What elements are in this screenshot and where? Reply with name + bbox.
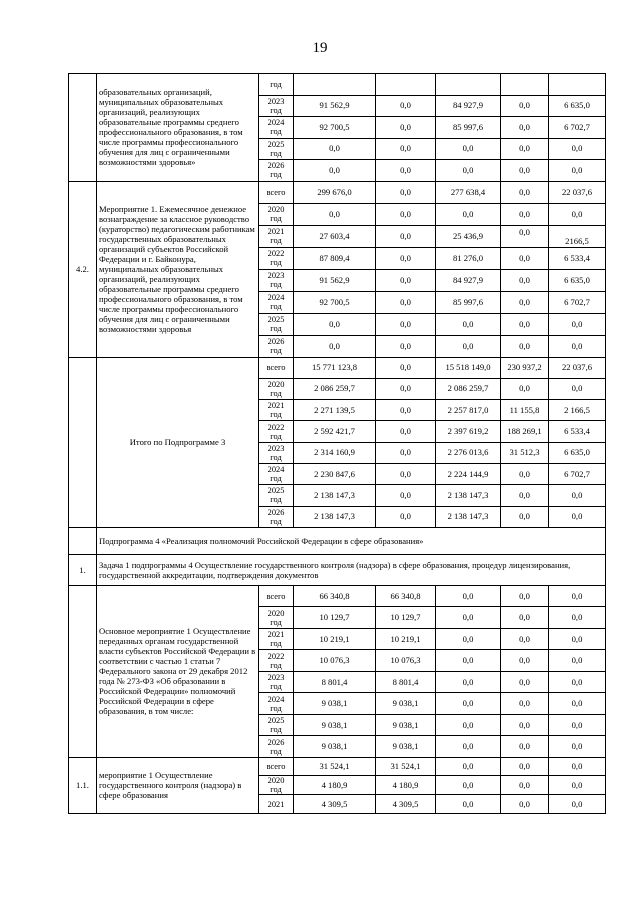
value-cell: 2 138 147,3: [294, 506, 376, 527]
year-cell: 2020 год: [259, 203, 294, 225]
value-cell: 9 038,1: [376, 693, 436, 715]
row-number: [69, 357, 97, 527]
value-cell: 0,0: [294, 160, 376, 182]
table-row: [69, 585, 606, 607]
year-cell: 2021 год: [259, 225, 294, 247]
value-cell: 0,0: [376, 335, 436, 357]
year-cell: 2023 год: [259, 95, 294, 117]
value-cell: 25 436,9: [436, 225, 501, 247]
row-number: [69, 74, 97, 182]
value-cell: 10 219,1: [294, 628, 376, 650]
year-cell: 2022 год: [259, 421, 294, 442]
value-cell: 0,0: [376, 160, 436, 182]
value-cell: 0,0: [501, 95, 549, 117]
value-cell: 0,0: [501, 313, 549, 335]
value-cell: 0,0: [436, 585, 501, 607]
year-cell: 2023 год: [259, 671, 294, 693]
table-row: [69, 181, 606, 203]
value-cell: 2 086 259,7: [436, 378, 501, 399]
value-cell: 0,0: [501, 693, 549, 715]
budget-table: [68, 73, 606, 814]
value-cell: 0,0: [501, 225, 549, 247]
value-cell: 2 397 619,2: [436, 421, 501, 442]
value-cell: 0,0: [549, 671, 606, 693]
year-cell: 2020 год: [259, 607, 294, 629]
value-cell: 0,0: [501, 736, 549, 758]
value-cell: 0,0: [436, 628, 501, 650]
value-cell: 9 038,1: [294, 736, 376, 758]
value-cell: 10 129,7: [294, 607, 376, 629]
year-cell: 2023 год: [259, 442, 294, 463]
value-cell: 0,0: [376, 313, 436, 335]
value-cell: 0,0: [294, 138, 376, 160]
value-cell: 0,0: [501, 757, 549, 776]
value-cell: 2 271 139,5: [294, 400, 376, 421]
value-cell: 6 533,4: [549, 247, 606, 269]
value-cell: 6 702,7: [549, 117, 606, 139]
row-number: 1.1.: [69, 757, 97, 813]
value-cell: [549, 74, 606, 96]
value-cell: 91 562,9: [294, 269, 376, 291]
value-cell: 0,0: [501, 117, 549, 139]
value-cell: 0,0: [376, 463, 436, 484]
value-cell: 0,0: [501, 335, 549, 357]
value-cell: 4 309,5: [376, 795, 436, 814]
value-cell: [294, 74, 376, 96]
value-cell: 0,0: [376, 225, 436, 247]
value-cell: 0,0: [549, 795, 606, 814]
value-cell: 0,0: [549, 650, 606, 672]
value-cell: 6 635,0: [549, 95, 606, 117]
year-cell: 2023 год: [259, 269, 294, 291]
row-number: 1.: [69, 554, 97, 585]
task-title: Задача 1 подпрограммы 4 Осуществление государственного контроля (надзора) в сфере образования, процедур лицензирования, государственной аккредитации, подтверждения документов: [97, 554, 606, 585]
value-cell: 0,0: [376, 291, 436, 313]
value-cell: 0,0: [436, 203, 501, 225]
value-cell: 0,0: [376, 269, 436, 291]
value-cell: 0,0: [501, 138, 549, 160]
year-cell: 2022 год: [259, 247, 294, 269]
value-cell: 0,0: [376, 485, 436, 506]
value-cell: 0,0: [501, 714, 549, 736]
value-cell: 0,0: [501, 485, 549, 506]
value-cell: 0,0: [549, 378, 606, 399]
value-cell: 0,0: [549, 160, 606, 182]
value-cell: 9 038,1: [294, 714, 376, 736]
value-cell: 85 997,6: [436, 291, 501, 313]
value-cell: [501, 74, 549, 96]
year-cell: 2024 год: [259, 693, 294, 715]
value-cell: 91 562,9: [294, 95, 376, 117]
year-cell: 2026 год: [259, 160, 294, 182]
value-cell: 0,0: [436, 138, 501, 160]
value-cell: 0,0: [501, 203, 549, 225]
year-cell: 2021 год: [259, 400, 294, 421]
value-cell: 2 138 147,3: [294, 485, 376, 506]
value-cell: 0,0: [501, 160, 549, 182]
year-cell: 2024 год: [259, 117, 294, 139]
value-cell: 0,0: [436, 313, 501, 335]
year-cell: 2026 год: [259, 506, 294, 527]
value-cell: 277 638,4: [436, 181, 501, 203]
value-cell: 92 700,5: [294, 291, 376, 313]
value-cell: 6 635,0: [549, 442, 606, 463]
value-cell: 0,0: [501, 795, 549, 814]
value-cell: 0,0: [549, 203, 606, 225]
value-cell: [436, 74, 501, 96]
table-body: [69, 74, 606, 814]
value-cell: 9 038,1: [376, 714, 436, 736]
year-cell: год: [259, 74, 294, 96]
value-cell: 0,0: [436, 757, 501, 776]
value-cell: 0,0: [376, 442, 436, 463]
table-row: [69, 74, 606, 96]
value-cell: 0,0: [436, 795, 501, 814]
value-cell: 0,0: [549, 138, 606, 160]
value-cell: 0,0: [436, 650, 501, 672]
value-cell: 4 180,9: [294, 776, 376, 795]
activity-name: Мероприятие 1. Ежемесячное денежное вознаграждение за классное руководство (кураторство) педагогическим работникам государственных образовательных организаций субъектов Российской Федерации и г. Байконура, муниципальных образовательных организаций, реализующих образовательные программы среднего профессионального образования, в том числе программы профессионального обучения для лиц с ограниченными возможностями здоровья: [97, 181, 259, 357]
value-cell: 0,0: [549, 714, 606, 736]
value-cell: 0,0: [501, 671, 549, 693]
value-cell: 299 676,0: [294, 181, 376, 203]
value-cell: 230 937,2: [501, 357, 549, 378]
value-cell: 0,0: [376, 247, 436, 269]
value-cell: 0,0: [501, 291, 549, 313]
subprogram-title-row: [69, 527, 606, 554]
value-cell: 0,0: [376, 506, 436, 527]
value-cell: 31 524,1: [294, 757, 376, 776]
value-cell: 92 700,5: [294, 117, 376, 139]
value-cell: 31 512,3: [501, 442, 549, 463]
value-cell: 0,0: [501, 628, 549, 650]
value-cell: 22 037,6: [549, 181, 606, 203]
value-cell: 2 166,5: [549, 400, 606, 421]
value-cell: 0,0: [376, 357, 436, 378]
value-cell: 31 524,1: [376, 757, 436, 776]
value-cell: 0,0: [549, 585, 606, 607]
value-cell: 0,0: [501, 378, 549, 399]
value-cell: 10 076,3: [294, 650, 376, 672]
year-cell: 2021: [259, 795, 294, 814]
value-cell: [376, 74, 436, 96]
value-cell: 10 129,7: [376, 607, 436, 629]
year-cell: 2022 год: [259, 650, 294, 672]
activity-name: образовательных организаций, муниципальных образовательных организаций, реализующих образовательные программы среднего профессионального образования, в том числе программы профессионального обучения для лиц с ограниченными возможностями здоровья»: [97, 74, 259, 182]
value-cell: 0,0: [376, 181, 436, 203]
value-cell: 0,0: [549, 506, 606, 527]
value-cell: 8 801,4: [376, 671, 436, 693]
value-cell: 66 340,8: [294, 585, 376, 607]
value-cell: 6 702,7: [549, 463, 606, 484]
value-cell: 0,0: [294, 203, 376, 225]
year-cell: всего: [259, 181, 294, 203]
value-cell: 0,0: [376, 400, 436, 421]
value-cell: 22 037,6: [549, 357, 606, 378]
value-cell: 0,0: [501, 607, 549, 629]
value-cell: 0,0: [549, 757, 606, 776]
value-cell: 0,0: [376, 203, 436, 225]
value-cell: 0,0: [376, 117, 436, 139]
year-cell: 2024 год: [259, 291, 294, 313]
task-row: [69, 554, 606, 585]
value-cell: 2 224 144,9: [436, 463, 501, 484]
value-cell: 4 180,9: [376, 776, 436, 795]
value-cell: 0,0: [549, 607, 606, 629]
value-cell: 0,0: [376, 138, 436, 160]
value-cell: 0,0: [549, 313, 606, 335]
page-number: 19: [312, 40, 328, 56]
table-row: [69, 357, 606, 378]
value-cell: 2 592 421,7: [294, 421, 376, 442]
value-cell: 6 702,7: [549, 291, 606, 313]
row-number: [69, 585, 97, 757]
value-cell: 0,0: [376, 95, 436, 117]
value-cell: 188 269,1: [501, 421, 549, 442]
year-cell: 2026 год: [259, 736, 294, 758]
table-row: [69, 757, 606, 776]
value-cell: 4 309,5: [294, 795, 376, 814]
value-cell: 0,0: [549, 776, 606, 795]
value-cell: 0,0: [501, 585, 549, 607]
value-cell: 0,0: [436, 160, 501, 182]
value-cell: 8 801,4: [294, 671, 376, 693]
value-cell: 0,0: [294, 335, 376, 357]
year-cell: 2025 год: [259, 714, 294, 736]
value-cell: 0,0: [376, 378, 436, 399]
year-cell: 2020 год: [259, 378, 294, 399]
value-cell: 0,0: [436, 693, 501, 715]
subprogram-title: Подпрограмма 4 «Реализация полномочий Российской Федерации в сфере образования»: [97, 527, 606, 554]
value-cell: 2 314 160,9: [294, 442, 376, 463]
value-cell: 0,0: [501, 776, 549, 795]
value-cell: 85 997,6: [436, 117, 501, 139]
year-cell: всего: [259, 757, 294, 776]
value-cell: 0,0: [549, 485, 606, 506]
value-cell: 10 076,3: [376, 650, 436, 672]
value-cell: 0,0: [436, 736, 501, 758]
value-cell: 6 635,0: [549, 269, 606, 291]
value-cell: 0,0: [436, 335, 501, 357]
value-cell: 0,0: [294, 313, 376, 335]
value-cell: 0,0: [436, 714, 501, 736]
value-cell: 0,0: [436, 607, 501, 629]
activity-name: Основное мероприятие 1 Осуществление переданных органам государственной власти субъектов Российской Федерации в соответствии с частью 1 статьи 7 Федерального закона от 29 декабря 2012 года № 273-ФЗ «Об образовании в Российской Федерации» полномочий Российской Федерации в сфере образования, в том числе:: [97, 585, 259, 757]
value-cell: 0,0: [501, 463, 549, 484]
value-cell: 0,0: [501, 181, 549, 203]
value-cell: 2 138 147,3: [436, 485, 501, 506]
value-cell: 0,0: [436, 776, 501, 795]
activity-name: Итого по Подпрограмме 3: [97, 357, 259, 527]
value-cell: 15 771 123,8: [294, 357, 376, 378]
value-cell: 0,0: [501, 650, 549, 672]
value-cell: 2 230 847,6: [294, 463, 376, 484]
value-cell: 0,0: [436, 671, 501, 693]
value-cell: 2 138 147,3: [436, 506, 501, 527]
row-number: 4.2.: [69, 181, 97, 357]
value-cell: 81 276,0: [436, 247, 501, 269]
value-cell: 0,0: [501, 247, 549, 269]
value-cell: 0,0: [549, 628, 606, 650]
value-cell: 9 038,1: [294, 693, 376, 715]
year-cell: всего: [259, 357, 294, 378]
value-cell: 0,0: [501, 506, 549, 527]
value-cell: 0,0: [501, 269, 549, 291]
value-cell: 2 276 013,6: [436, 442, 501, 463]
year-cell: 2026 год: [259, 335, 294, 357]
year-cell: всего: [259, 585, 294, 607]
value-cell: 84 927,9: [436, 269, 501, 291]
year-cell: 2025 год: [259, 313, 294, 335]
value-cell: 84 927,9: [436, 95, 501, 117]
year-cell: 2020 год: [259, 776, 294, 795]
value-cell: 11 155,8: [501, 400, 549, 421]
value-cell: 9 038,1: [376, 736, 436, 758]
value-cell: 10 219,1: [376, 628, 436, 650]
value-cell: 0,0: [549, 693, 606, 715]
year-cell: 2024 год: [259, 463, 294, 484]
value-cell: 15 518 149,0: [436, 357, 501, 378]
value-cell: 66 340,8: [376, 585, 436, 607]
row-number: [69, 527, 97, 554]
year-cell: 2025 год: [259, 485, 294, 506]
value-cell: 0,0: [376, 421, 436, 442]
value-cell: 0,0: [549, 335, 606, 357]
value-cell: 2 257 817,0: [436, 400, 501, 421]
value-cell: 87 809,4: [294, 247, 376, 269]
activity-name: мероприятие 1 Осуществление государственного контроля (надзора) в сфере образования: [97, 757, 259, 813]
value-cell: 6 533,4: [549, 421, 606, 442]
year-cell: 2021 год: [259, 628, 294, 650]
value-cell: 0,0: [549, 736, 606, 758]
value-cell: 2 086 259,7: [294, 378, 376, 399]
year-cell: 2025 год: [259, 138, 294, 160]
value-cell: 27 603,4: [294, 225, 376, 247]
value-cell: 2166,5: [549, 225, 606, 247]
